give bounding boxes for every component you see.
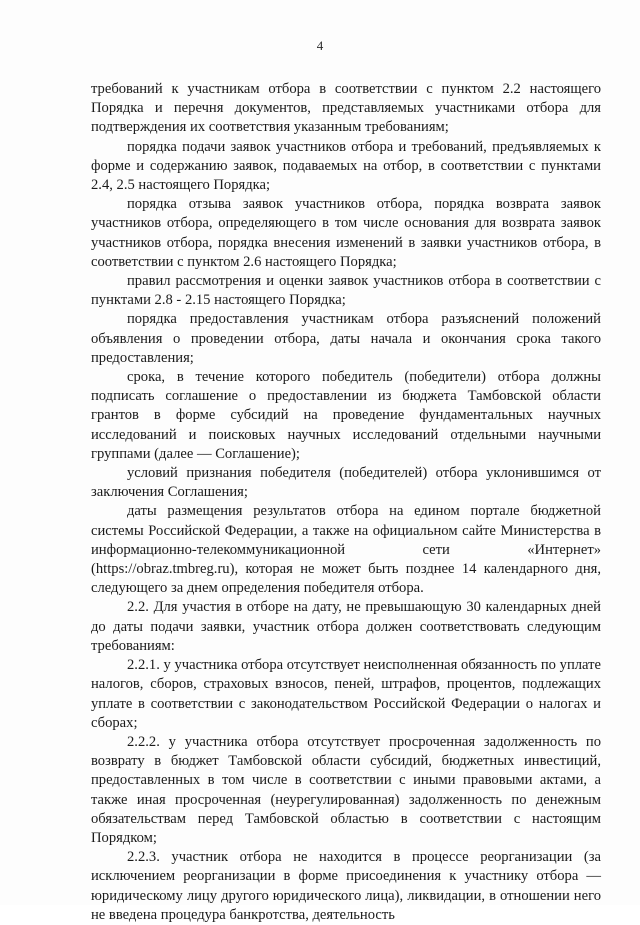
paragraph-results-publication: даты размещения результатов отбора на едином портале бюджетной системы Российской Федерации, а также на официальном сайте Министерства в информационно-телекоммуникационной сети «Интернет» (https://obraz.tmbreg.ru), которая не может быть позднее 14 календарного дня, следующего за днем определения победителя отбора. xyxy=(91,503,601,597)
paragraph-section-2-2: 2.2. Для участия в отборе на дату, не превышающую 30 календарных дней до даты подачи заявки, участник отбора должен соответствовать следующим требованиям: xyxy=(91,599,601,654)
paragraph-withdrawal-order: порядка отзыва заявок участников отбора, порядка возврата заявок участников отбора, определяющего в том числе основания для возврата заявок участников отбора, порядка внесения изменений в заявки участников отбора, в соответствии с пунктом 2.6 настоящего Порядка; xyxy=(91,196,601,270)
paragraph-evasion-conditions: условий признания победителя (победителей) отбора уклонившимся от заключения Соглашения; xyxy=(91,465,601,501)
paragraph-requirements-continuation: требований к участникам отбора в соответствии с пунктом 2.2 настоящего Порядка и перечня документов, представляемых участниками отбора для подтверждения их соответствия указанным требованиям; xyxy=(91,81,601,136)
paragraph-section-2-2-2: 2.2.2. у участника отбора отсутствует просроченная задолженность по возврату в бюджет Тамбовской области субсидий, бюджетных инвестиций, предоставленных в том числе в соответствии с иными правовыми актами, а также иная просроченная (неурегулированная) задолженность по денежным обязательствам перед Тамбовской областью в соответствии с настоящим Порядком; xyxy=(91,733,601,846)
paragraph-review-rules: правил рассмотрения и оценки заявок участников отбора в соответствии с пунктами 2.8 - 2.15 настоящего Порядка; xyxy=(91,273,601,309)
document-body xyxy=(91,80,601,925)
paragraph-submission-order: порядка подачи заявок участников отбора и требований, предъявляемых к форме и содержанию заявок, подаваемых на отбор, в соответствии с пунктами 2.4, 2.5 настоящего Порядка; xyxy=(91,138,601,194)
paragraph-section-2-2-3: 2.2.3. участник отбора не находится в процессе реорганизации (за исключением реорганизации в форме присоединения к участнику отбора — юридическому лицу другого юридического лица), ликвидации, в отношении него не введена процедура банкротства, деятельность xyxy=(91,849,601,923)
paragraph-agreement-deadline: срока, в течение которого победитель (победители) отбора должны подписать соглашение о предоставлении из бюджета Тамбовской области грантов в форме субсидий на проведение фундаментальных научных исследований и поисковых научных исследований отдельными научными группами (далее — Соглашение); xyxy=(91,369,601,462)
page-number: 4 xyxy=(316,38,324,53)
paragraph-clarifications: порядка предоставления участникам отбора разъяснений положений объявления о проведении отбора, даты начала и окончания срока такого предоставления; xyxy=(91,311,601,366)
paragraph-section-2-2-1: 2.2.1. у участника отбора отсутствует неисполненная обязанность по уплате налогов, сборов, страховых взносов, пеней, штрафов, процентов, подлежащих уплате в соответствии с законодательством Российской Федерации о налогах и сборах; xyxy=(91,657,601,731)
